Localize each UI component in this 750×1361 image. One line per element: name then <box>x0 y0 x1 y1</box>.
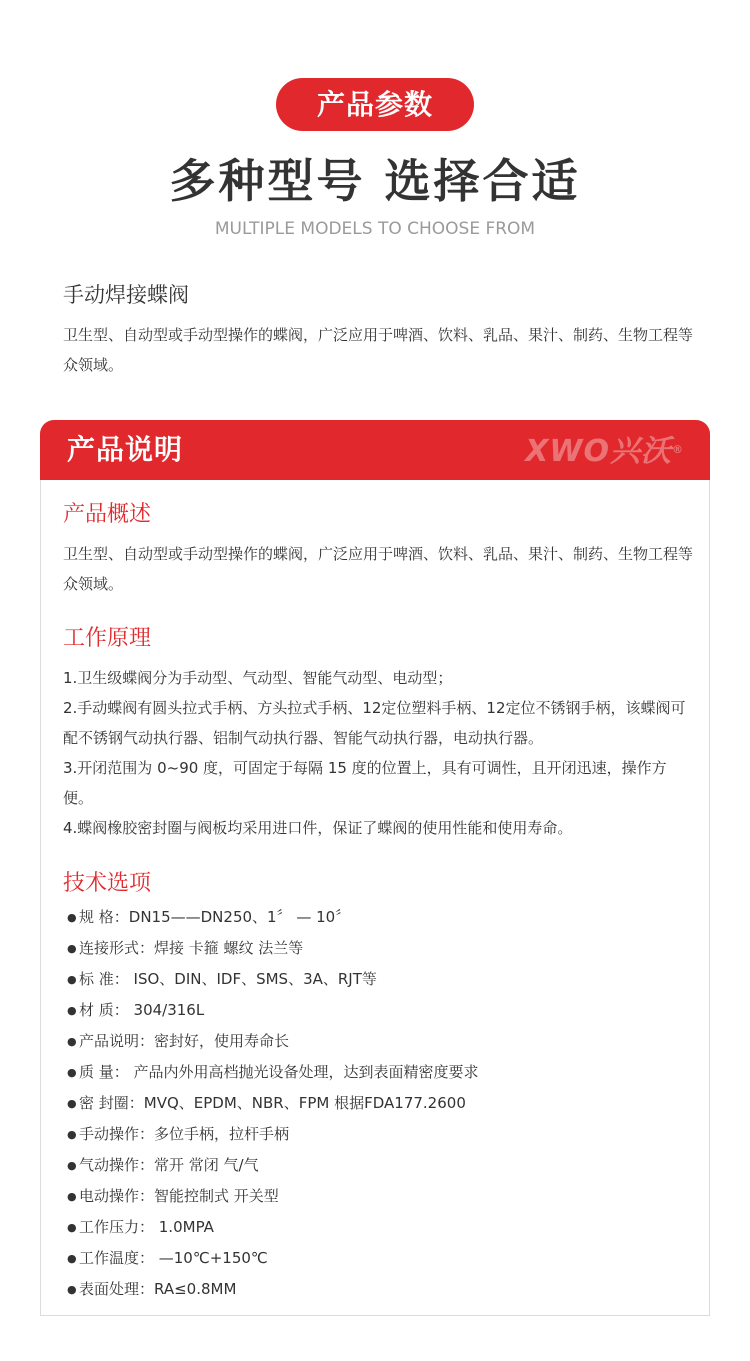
spec-text: 标 准： ISO、DIN、IDF、SMS、3A、RJT等 <box>79 970 377 988</box>
overview-text: 卫生型、自动型或手动型操作的蝶阀，广泛应用于啤酒、饮料、乳品、果汁、制药、生物工程等众领域。 <box>63 545 694 593</box>
principle-list <box>63 663 693 843</box>
principle-item: 4.蝶阀橡胶密封圈与阀板均采用进口件，保证了蝶阀的使用性能和使用寿命。 <box>63 819 573 837</box>
spec-item <box>67 1088 687 1119</box>
options-heading: 技术选项 <box>63 871 152 896</box>
spec-text: 规 格：DN15——DN250、1〞 — 10〞 <box>79 908 351 926</box>
bullet-icon: ● <box>67 942 77 955</box>
spec-item <box>67 1026 687 1057</box>
principle-item: 3.开闭范围为 0~90 度，可固定于每隔 15 度的位置上，具有可调性，且开闭迅速，操作方便。 <box>63 759 667 807</box>
product-name: 手动焊接蝶阀 <box>63 283 189 307</box>
bullet-icon: ● <box>67 1066 77 1079</box>
spec-list <box>67 902 687 1305</box>
spec-item <box>67 1181 687 1212</box>
page-subtitle: MULTIPLE MODELS TO CHOOSE FROM <box>214 219 536 239</box>
spec-text: 工作压力： 1.0MPA <box>79 1218 214 1236</box>
bullet-icon: ● <box>67 1159 77 1172</box>
section-badge: 产品参数 <box>276 78 474 131</box>
spec-item <box>67 1119 687 1150</box>
bullet-icon: ● <box>67 1035 77 1048</box>
spec-item <box>67 1057 687 1088</box>
overview-heading: 产品概述 <box>63 502 152 527</box>
spec-item <box>67 1150 687 1181</box>
spec-item <box>67 933 687 964</box>
spec-item <box>67 1243 687 1274</box>
spec-text: 表面处理：RA≤0.8MM <box>79 1280 237 1298</box>
registered-mark: ® <box>672 443 684 456</box>
spec-item <box>67 902 687 933</box>
spec-text: 密 封圈：MVQ、EPDM、NBR、FPM 根据FDA177.2600 <box>79 1094 466 1112</box>
spec-text: 材 质： 304/316L <box>79 1001 205 1019</box>
product-intro-text: 卫生型、自动型或手动型操作的蝶阀，广泛应用于啤酒、饮料、乳品、果汁、制药、生物工程等众领域。 <box>63 326 694 374</box>
bullet-icon: ● <box>67 1221 77 1234</box>
spec-text: 质 量： 产品内外用高档抛光设备处理，达到表面精密度要求 <box>79 1063 479 1081</box>
card-header <box>40 420 710 480</box>
spec-item <box>67 1274 687 1305</box>
bullet-icon: ● <box>67 911 77 924</box>
spec-text: 连接形式：焊接 卡箍 螺纹 法兰等 <box>79 939 304 957</box>
brand-logo-text: XWO兴沃 <box>525 434 672 469</box>
brand-logo <box>525 432 684 472</box>
principle-heading: 工作原理 <box>63 626 152 651</box>
principle-item: 1.卫生级蝶阀分为手动型、气动型、智能气动型、电动型； <box>63 669 453 687</box>
spec-text: 工作温度： —10℃+150℃ <box>79 1249 268 1267</box>
spec-item <box>67 995 687 1026</box>
principle-item: 2.手动蝶阀有圆头拉式手柄、方头拉式手柄、12定位塑料手柄、12定位不锈钢手柄，该蝶阀可配不锈钢气动执行器、铝制气动执行器、智能气动执行器，电动执行器。 <box>63 699 686 747</box>
page-title: 多种型号 选择合适 <box>169 154 581 208</box>
bullet-icon: ● <box>67 1004 77 1017</box>
spec-item <box>67 1212 687 1243</box>
bullet-icon: ● <box>67 1190 77 1203</box>
bullet-icon: ● <box>67 1283 77 1296</box>
bullet-icon: ● <box>67 1128 77 1141</box>
spec-text: 气动操作：常开 常闭 气/气 <box>79 1156 259 1174</box>
spec-text: 产品说明：密封好，使用寿命长 <box>79 1032 290 1050</box>
bullet-icon: ● <box>67 1097 77 1110</box>
card-title: 产品说明 <box>67 433 184 466</box>
spec-item <box>67 964 687 995</box>
spec-text: 手动操作：多位手柄，拉杆手柄 <box>79 1125 290 1143</box>
bullet-icon: ● <box>67 973 77 986</box>
bullet-icon: ● <box>67 1252 77 1265</box>
spec-text: 电动操作：智能控制式 开关型 <box>79 1187 279 1205</box>
